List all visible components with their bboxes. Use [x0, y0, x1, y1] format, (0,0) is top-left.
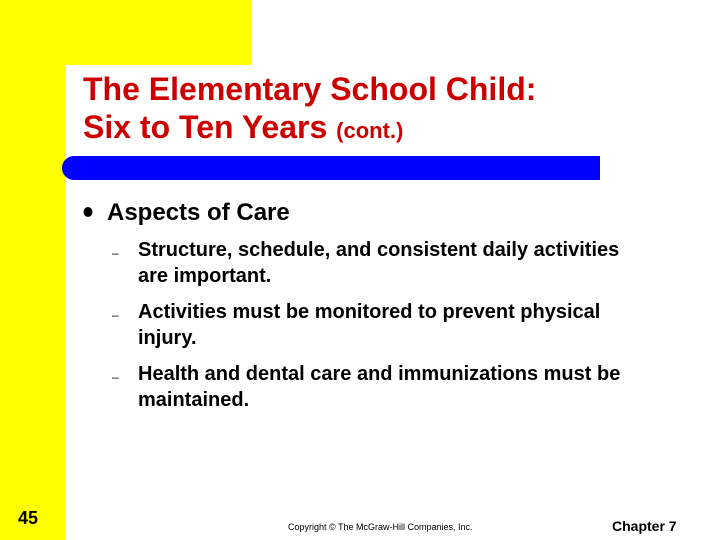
page-number: 45 — [18, 508, 39, 528]
title-line-2: Six to Ten Years — [83, 109, 337, 145]
title-line-1: The Elementary School Child: — [83, 71, 537, 107]
yellow-top-decoration — [65, 0, 252, 65]
copyright-notice: Copyright © The McGraw-Hill Companies, Inc. — [288, 522, 473, 532]
list-item — [112, 361, 632, 413]
dash-icon: – — [112, 246, 119, 260]
list-item — [112, 237, 632, 289]
title-divider-bar — [62, 156, 600, 180]
section-heading: Aspects of Care — [107, 199, 290, 226]
filled-circle-icon — [82, 202, 104, 226]
sub-bullet-list — [112, 237, 632, 413]
title-suffix: (cont.) — [336, 118, 404, 143]
list-item-text: Activities must be monitored to prevent physical injury. — [138, 301, 601, 349]
list-item — [112, 299, 632, 351]
dash-icon: – — [112, 370, 119, 384]
yellow-sidebar-decoration — [0, 0, 65, 540]
dash-icon: – — [112, 308, 119, 322]
chapter-label: Chapter 7 — [612, 518, 677, 534]
slide-title — [83, 70, 643, 150]
list-item-text: Structure, schedule, and consistent daily activities are important. — [138, 239, 620, 287]
list-item-text: Health and dental care and immunizations must be maintained. — [138, 363, 621, 411]
